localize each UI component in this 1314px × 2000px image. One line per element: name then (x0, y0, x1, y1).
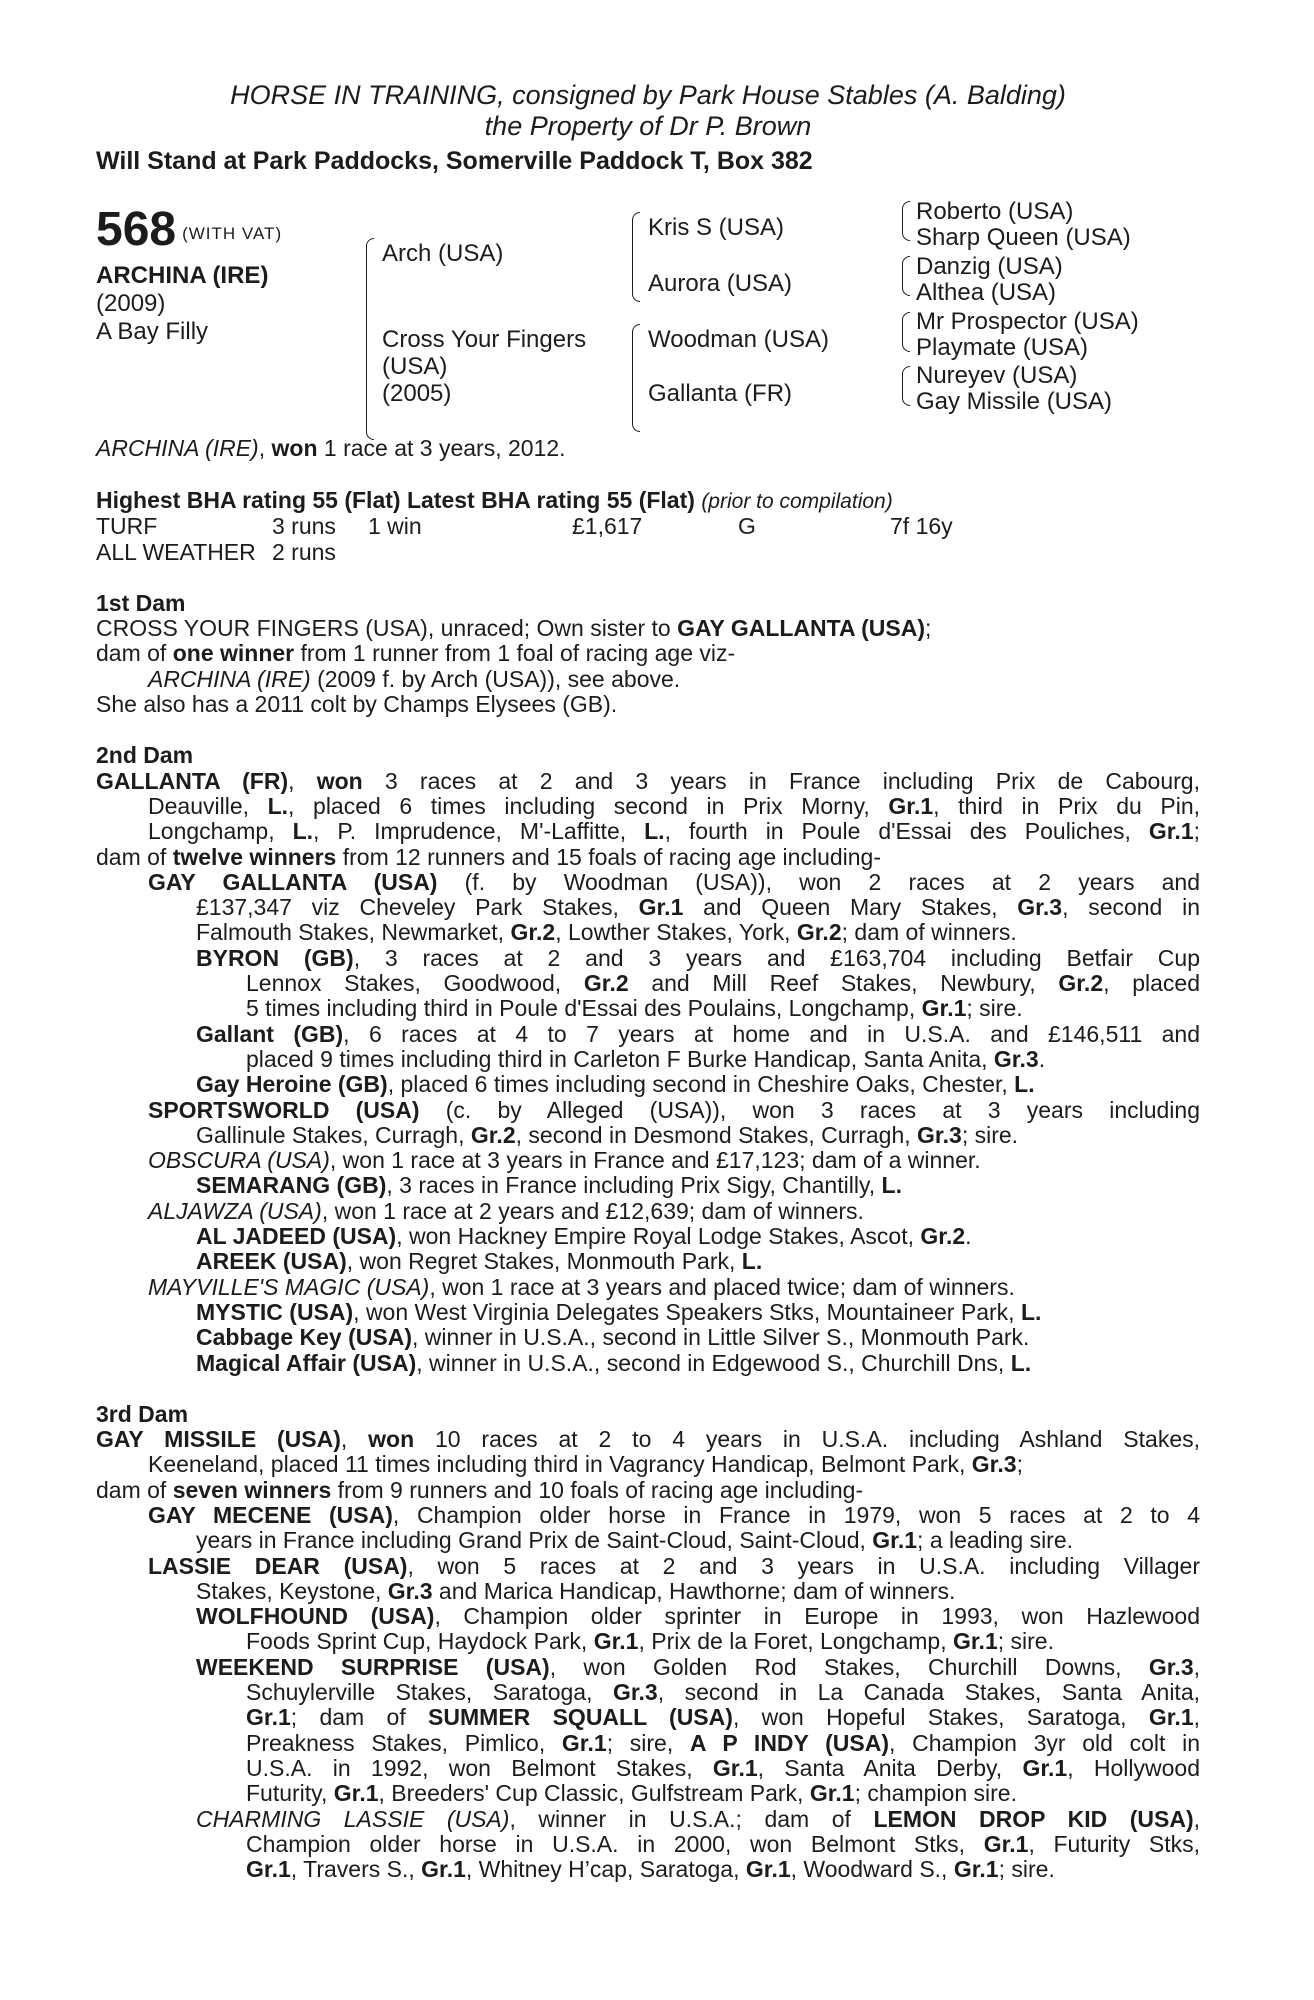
second-dam-line: GAY GALLANTA (USA) (f. by Woodman (USA)), won 2 races at 2 years and (148, 868, 1200, 895)
third-dam-heading: 3rd Dam (96, 1400, 189, 1427)
turf-prize: £1,617 (572, 513, 643, 540)
third-dam-line: LASSIE DEAR (USA), won 5 races at 2 and 3 years in U.S.A. including Villager (148, 1552, 1200, 1579)
third-dam-line: WOLFHOUND (USA), Champion older sprinter in Europe in 1993, won Hazlewood (196, 1603, 1200, 1630)
pedigree-brace (902, 256, 910, 296)
second-dam-line: Longchamp, L., P. Imprudence, M'-Laffitte, L., fourth in Poule d'Essai des Pouliches, Gr.1; (148, 818, 1201, 845)
great-grandparent: Nureyev (USA) (916, 362, 1078, 389)
dam-country: (USA) (382, 353, 448, 380)
second-dam-line: dam of twelve winners from 12 runners and 15 foals of racing age including- (96, 843, 881, 870)
third-dam-line: CHARMING LASSIE (USA), winner in U.S.A.; dam of LEMON DROP KID (USA), (196, 1805, 1200, 1832)
third-dam-line: Keeneland, placed 11 times including third in Vagrancy Handicap, Belmont Park, Gr.3; (148, 1451, 1023, 1478)
consignor-line: HORSE IN TRAINING, consigned by Park House Stables (A. Balding) (230, 80, 1066, 110)
rating-text: Highest BHA rating 55 (Flat) Latest BHA rating 55 (Flat) (96, 487, 695, 513)
second-dam-line: Gay Heroine (GB), placed 6 times including second in Cheshire Oaks, Chester, L. (196, 1071, 1035, 1098)
second-dam-line: SEMARANG (GB), 3 races in France including Prix Sigy, Chantilly, L. (196, 1172, 902, 1199)
lot-number (96, 204, 282, 260)
first-dam-line: She also has a 2011 colt by Champs Elysees (GB). (96, 691, 618, 718)
second-dam-line: SPORTSWORLD (USA) (c. by Alleged (USA)), won 3 races at 3 years including (148, 1096, 1200, 1123)
third-dam-line: Gr.1; dam of SUMMER SQUALL (USA), won Hopeful Stakes, Saratoga, Gr.1, (246, 1704, 1201, 1731)
first-dam-heading: 1st Dam (96, 589, 186, 616)
great-grandparent: Sharp Queen (USA) (916, 224, 1131, 251)
rating-line (96, 488, 1200, 514)
lot-number-value: 568 (96, 203, 177, 256)
turf-distance: 7f 16y (890, 513, 953, 540)
second-dam-line: Gallant (GB), 6 races at 4 to 7 years at home and in U.S.A. and £146,511 and (196, 1020, 1201, 1047)
great-grandparent: Playmate (USA) (916, 334, 1089, 361)
dam-year: (2005) (382, 380, 452, 407)
summary-won: won (271, 435, 318, 461)
foaling-year: (2009) (96, 290, 166, 317)
dam-sire: Woodman (USA) (648, 326, 829, 353)
second-dam-line: AL JADEED (USA), won Hackney Empire Royal Lodge Stakes, Ascot, Gr.2. (196, 1223, 972, 1250)
second-dam-line: Magical Affair (USA), winner in U.S.A., second in Edgewood S., Churchill Dns, L. (196, 1349, 1032, 1376)
second-dam-line: Gallinule Stakes, Curragh, Gr.2, second in Desmond Stakes, Curragh, Gr.3; sire. (196, 1121, 1019, 1148)
aw-record (96, 540, 1200, 565)
third-dam-line: Preakness Stakes, Pimlico, Gr.1; sire, A P INDY (USA), Champion 3yr old colt in (246, 1729, 1200, 1756)
third-dam-line: GAY MECENE (USA), Champion older horse in France in 1979, won 5 races at 2 to 4 (148, 1501, 1201, 1528)
second-dam-line: BYRON (GB), 3 races at 2 and 3 years and £163,704 including Betfair Cup (196, 944, 1200, 971)
aw-label: ALL WEATHER (96, 538, 256, 565)
sire-dam: Aurora (USA) (648, 270, 793, 297)
third-dam-line: Champion older horse in U.S.A. in 2000, won Belmont Stks, Gr.1, Futurity Stks, (246, 1830, 1200, 1857)
pedigree-brace (632, 324, 640, 432)
turf-runs: 3 runs (272, 513, 336, 540)
location-line: Will Stand at Park Paddocks, Somerville Paddock T, Box 382 (96, 147, 813, 175)
third-dam-line: Foods Sprint Cup, Haydock Park, Gr.1, Prix de la Foret, Longchamp, Gr.1; sire. (246, 1628, 1054, 1655)
horse-name: ARCHINA (IRE) (96, 262, 269, 289)
third-dam-line: Schuylerville Stakes, Saratoga, Gr.3, second in La Canada Stakes, Santa Anita, (246, 1679, 1200, 1706)
great-grandparent: Mr Prospector (USA) (916, 308, 1139, 335)
dam-name: Cross Your Fingers (382, 326, 587, 353)
dam-dam: Gallanta (FR) (648, 380, 793, 407)
race-summary: ARCHINA (IRE), won 1 race at 3 years, 2012. (96, 435, 566, 461)
second-dam-line: placed 9 times including third in Carleton F Burke Handicap, Santa Anita, Gr.3. (246, 1045, 1046, 1072)
pedigree-brace (632, 212, 640, 302)
pedigree-brace (902, 312, 910, 352)
pedigree-brace (902, 366, 910, 406)
great-grandparent: Gay Missile (USA) (916, 388, 1113, 415)
second-dam-line: AREEK (USA), won Regret Stakes, Monmouth Park, L. (196, 1248, 763, 1275)
third-dam-line: years in France including Grand Prix de Saint-Cloud, Saint-Cloud, Gr.1; a leading sire. (196, 1527, 1074, 1554)
first-dam-line: CROSS YOUR FINGERS (USA), unraced; Own sister to GAY GALLANTA (USA); (96, 615, 932, 642)
great-grandparent: Althea (USA) (916, 279, 1057, 306)
third-dam-line: Gr.1, Travers S., Gr.1, Whitney H’cap, Saratoga, Gr.1, Woodward S., Gr.1; sire. (246, 1856, 1055, 1883)
second-dam-line: GALLANTA (FR), won 3 races at 2 and 3 years in France including Prix de Cabourg, (96, 767, 1200, 794)
second-dam-line: OBSCURA (USA), won 1 race at 3 years in France and £17,123; dam of a winner. (148, 1147, 981, 1174)
pedigree-brace (366, 238, 374, 440)
first-dam-line: ARCHINA (IRE) (2009 f. by Arch (USA)), see above. (148, 665, 681, 692)
second-dam-line: MYSTIC (USA), won West Virginia Delegates Speakers Stks, Mountaineer Park, L. (196, 1298, 1042, 1325)
third-dam-line: U.S.A. in 1992, won Belmont Stakes, Gr.1, Santa Anita Derby, Gr.1, Hollywood (246, 1754, 1200, 1781)
owner-line: the Property of Dr P. Brown (484, 111, 812, 141)
third-dam-line: Futurity, Gr.1, Breeders' Cup Classic, Gulfstream Park, Gr.1; champion sire. (246, 1780, 1017, 1807)
third-dam-line: GAY MISSILE (USA), won 10 races at 2 to 4 years in U.S.A. including Ashland Stakes, (96, 1426, 1201, 1453)
pedigree-block (96, 198, 1200, 466)
second-dam-heading: 2nd Dam (96, 742, 194, 769)
second-dam-line: Falmouth Stakes, Newmarket, Gr.2, Lowther Stakes, York, Gr.2; dam of winners. (196, 919, 1017, 946)
second-dam-line: Deauville, L., placed 6 times including second in Prix Morny, Gr.1, third in Prix du Pin, (148, 792, 1201, 819)
turf-record (96, 514, 1200, 539)
second-dam-line: MAYVILLE'S MAGIC (USA), won 1 race at 3 years and placed twice; dam of winners. (148, 1273, 1015, 1300)
vat-label: (WITH VAT) (182, 224, 283, 243)
pedigree-brace (902, 201, 910, 241)
second-dam-line: Cabbage Key (USA), winner in U.S.A., second in Little Silver S., Monmouth Park. (196, 1324, 1030, 1351)
second-dam-line: ALJAWZA (USA), won 1 race at 2 years and £12,639; dam of winners. (148, 1197, 864, 1224)
catalogue-page (96, 80, 1200, 1882)
great-grandparent: Roberto (USA) (916, 198, 1074, 225)
turf-going: G (738, 513, 756, 540)
second-dam-line: £137,347 viz Cheveley Park Stakes, Gr.1 and Queen Mary Stakes, Gr.3, second in (196, 894, 1200, 921)
summary-text: 1 race at 3 years, 2012. (323, 435, 566, 461)
third-dam-line: dam of seven winners from 9 runners and 10 foals of racing age including- (96, 1476, 864, 1503)
third-dam-line: WEEKEND SURPRISE (USA), won Golden Rod Stakes, Churchill Downs, Gr.3, (196, 1653, 1201, 1680)
sire-name: Arch (USA) (382, 240, 504, 267)
second-dam-line: 5 times including third in Poule d'Essai des Poulains, Longchamp, Gr.1; sire. (246, 995, 1023, 1022)
turf-wins: 1 win (368, 513, 422, 540)
third-dam-line: Stakes, Keystone, Gr.3 and Marica Handicap, Hawthorne; dam of winners. (196, 1577, 956, 1604)
horse-description: A Bay Filly (96, 318, 209, 345)
first-dam-line: dam of one winner from 1 runner from 1 foal of racing age viz- (96, 640, 736, 667)
rating-note: (prior to compilation) (701, 490, 893, 513)
summary-horse: ARCHINA (IRE) (96, 435, 259, 461)
turf-label: TURF (96, 513, 158, 540)
aw-runs: 2 runs (272, 538, 336, 565)
great-grandparent: Danzig (USA) (916, 253, 1063, 280)
sire-sire: Kris S (USA) (648, 214, 785, 241)
second-dam-line: Lennox Stakes, Goodwood, Gr.2 and Mill Reef Stakes, Newbury, Gr.2, placed (246, 970, 1200, 997)
